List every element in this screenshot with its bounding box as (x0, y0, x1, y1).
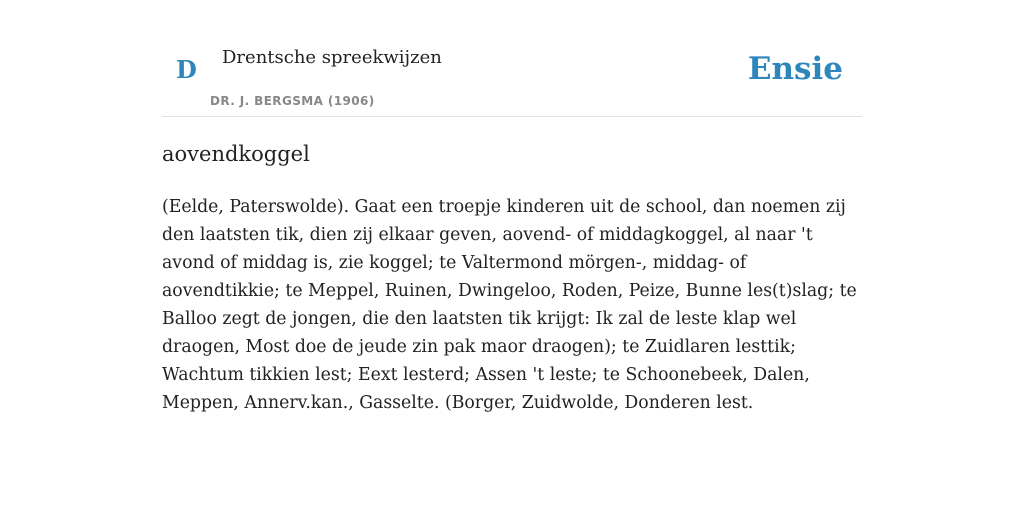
book-letter-logo[interactable]: D (176, 55, 197, 84)
entry-definition: (Eelde, Paterswolde). Gaat een troepje kinderen uit de school, dan noemen zij den laatsten tik, dien zij elkaar geven, aovend- of middagkoggel, al naar 't avond of middag is, zie koggel; te Valtermond mörgen-, middag- of aovendtikkie; te Meppel, Ruinen, Dwingeloo, Roden, Peize, Bunne les(t)slag; te Balloo zegt de jongen, die den laatsten tik krijgt: Ik zal de leste klap wel draogen, Most doe de jeude zin pak maor draogen); te Zuidlaren lesttik; Wachtum tikkien lest; Eext lesterd; Assen 't leste; te Schoonebeek, Dalen, Meppen, Annerv.kan., Gasselte. (Borger, Zuidwolde, Donderen lest. (162, 197, 857, 413)
book-title[interactable]: Drentsche spreekwijzen (222, 47, 442, 68)
book-header (162, 0, 862, 117)
entry-title: aovendkoggel (162, 142, 310, 166)
ensie-logo-link[interactable]: Ensie (747, 51, 843, 87)
book-author: DR. J. BERGSMA (1906) (210, 94, 375, 108)
entry-article (162, 138, 862, 417)
